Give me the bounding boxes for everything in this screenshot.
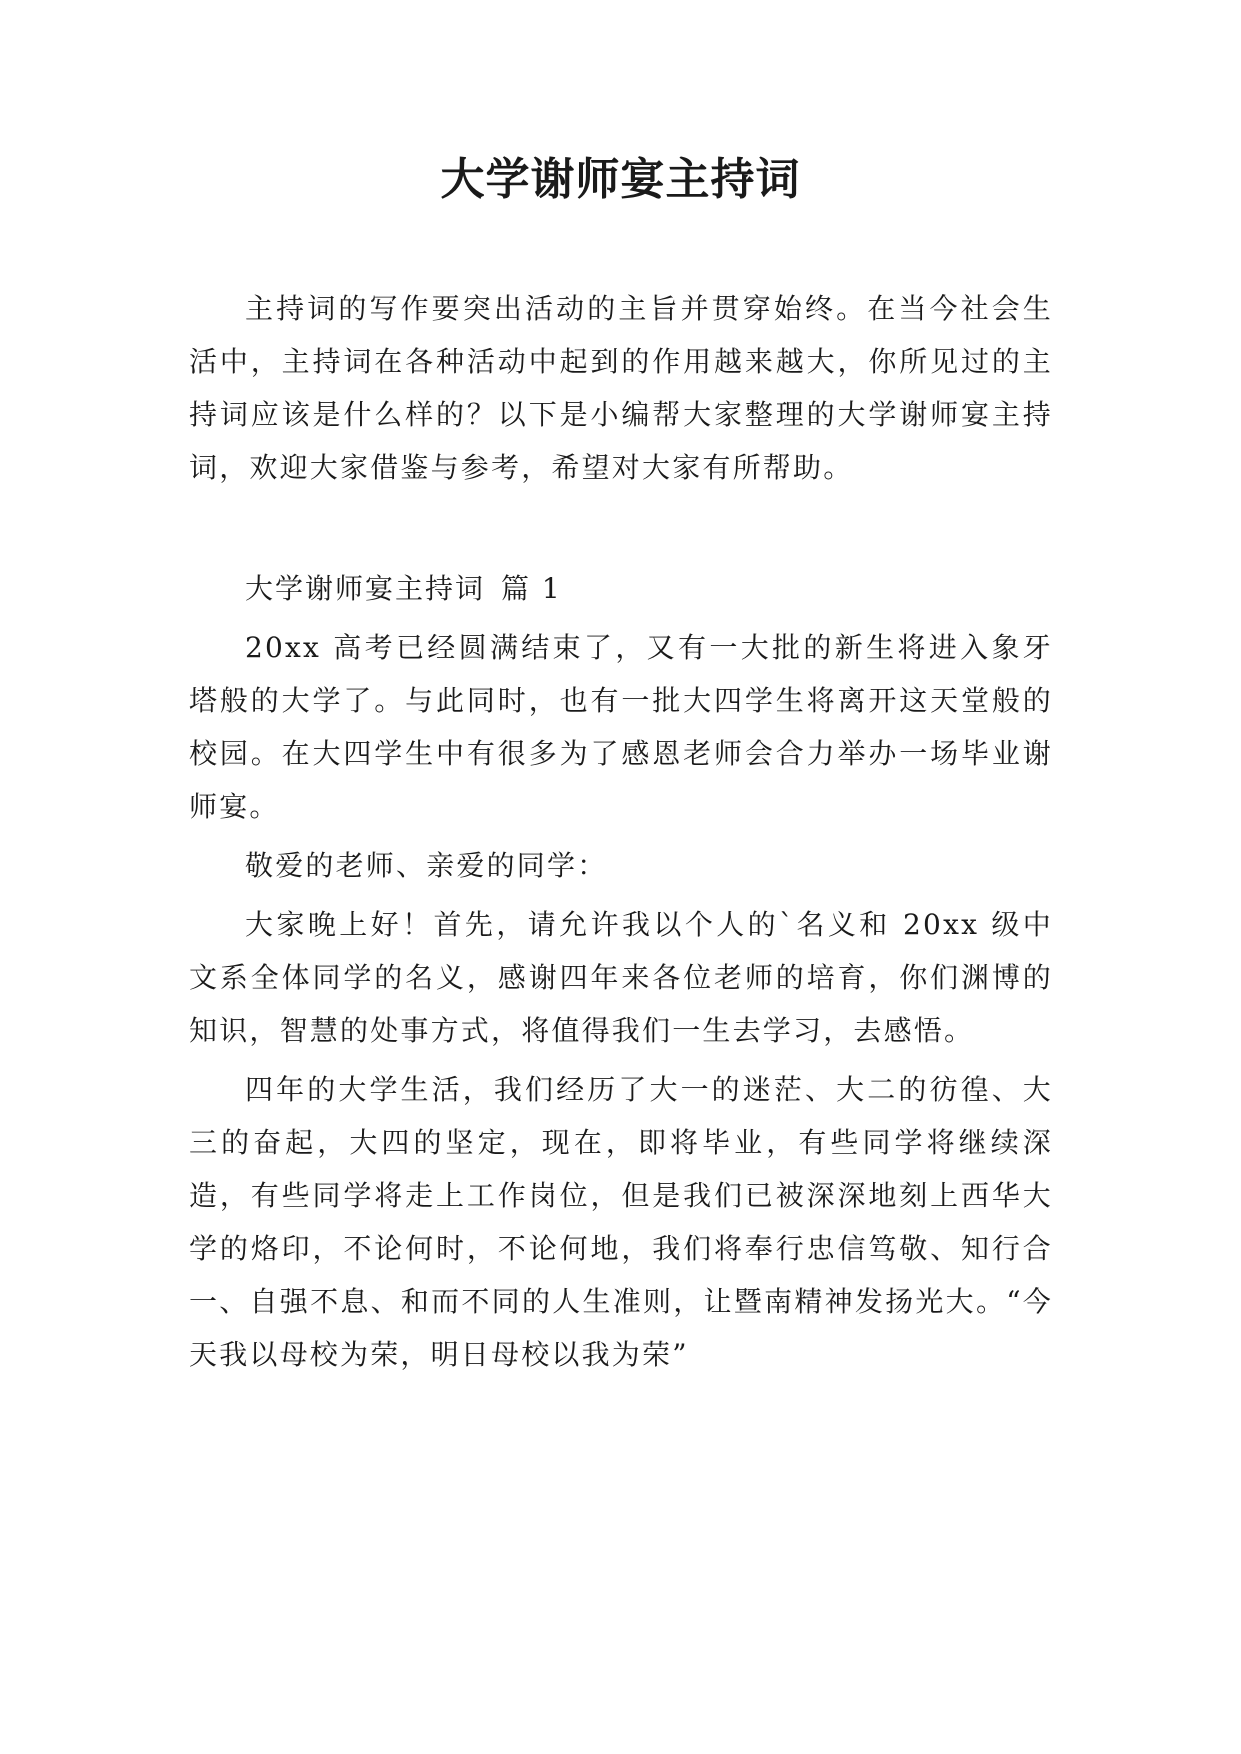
document-title: 大学谢师宴主持词 bbox=[440, 154, 801, 205]
body-paragraph-2: 大家晚上好！首先，请允许我以个人的`名义和 20xx 级中文系全体同学的名义，感谢四年来各位老师的培育，你们渊博的知识，智慧的处事方式，将值得我们一生去学习，去感悟。 bbox=[189, 908, 1053, 1047]
section-heading-title: 大学谢师宴主持词 bbox=[245, 572, 486, 605]
section-heading bbox=[189, 562, 1053, 615]
body-paragraph-1: 20xx 高考已经圆满结束了，又有一大批的新生将进入象牙塔般的大学了。与此同时，也有一批大四学生将离开这天堂般的校园。在大四学生中有很多为了感恩老师会合力举办一场毕业谢师宴。 bbox=[189, 631, 1053, 823]
body-paragraph-3: 四年的大学生活，我们经历了大一的迷茫、大二的彷徨、大三的奋起，大四的坚定，现在，即将毕业，有些同学将继续深造，有些同学将走上工作岗位，但是我们已被深深地刻上西华大学的烙印，不论何时，不论何地，我们将奉行忠信笃敬、知行合一、自强不息、和而不同的人生准则，让暨南精神发扬光大。“今天我以母校为荣，明日母校以我为荣” bbox=[189, 1073, 1053, 1371]
section-heading-number: 篇 1 bbox=[501, 572, 562, 605]
intro-paragraph: 主持词的写作要突出活动的主旨并贯穿始终。在当今社会生活中，主持词在各种活动中起到的作用越来越大，你所见过的主持词应该是什么样的？以下是小编帮大家整理的大学谢师宴主持词，欢迎大家借鉴与参考，希望对大家有所帮助。 bbox=[189, 292, 1053, 484]
document-body bbox=[189, 282, 1053, 1381]
greeting-paragraph: 敬爱的老师、亲爱的同学： bbox=[245, 849, 608, 882]
